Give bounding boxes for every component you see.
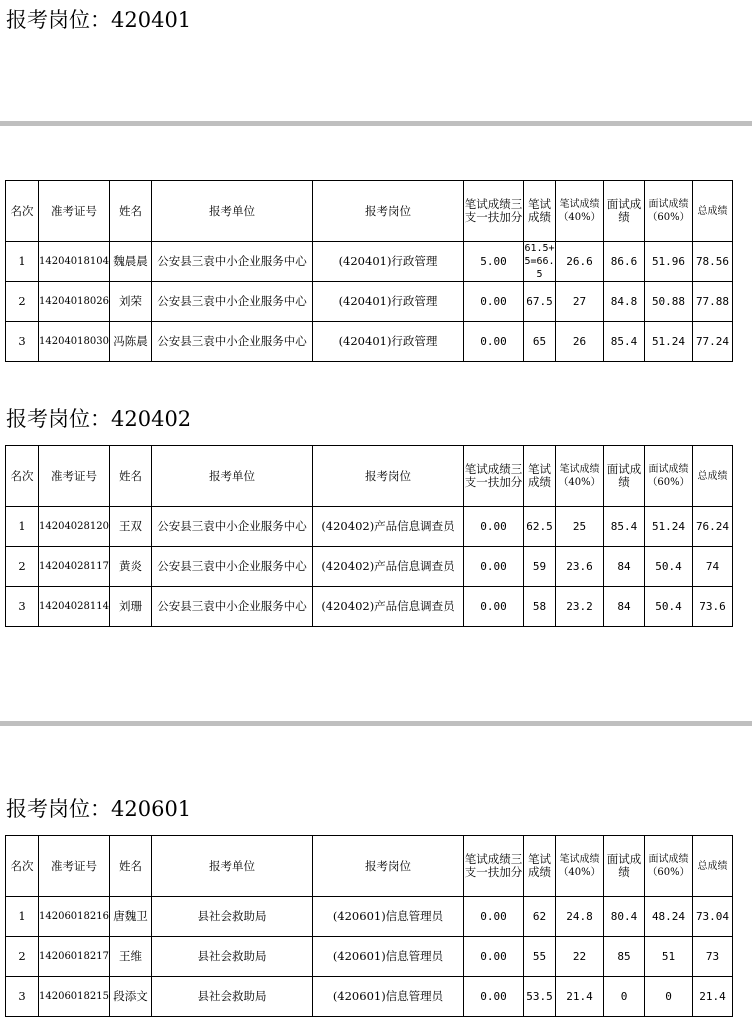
cell-total: 74 (693, 547, 733, 587)
cell-interview-60: 50.88 (645, 282, 693, 322)
cell-total: 73 (693, 937, 733, 977)
section-title-420402: 报考岗位：420402 (6, 407, 192, 431)
col-rank: 名次 (6, 181, 39, 242)
cell-total: 78.56 (693, 242, 733, 282)
col-interview-60: 面试成绩（60%） (645, 446, 693, 507)
cell-written-40: 27 (556, 282, 604, 322)
header-row (6, 836, 733, 897)
col-bonus: 笔试成绩三支一扶加分 (464, 181, 524, 242)
cell-position: (420601)信息管理员 (313, 937, 464, 977)
cell-position: (420402)产品信息调查员 (313, 507, 464, 547)
cell-rank: 3 (6, 322, 39, 362)
col-position: 报考岗位 (313, 446, 464, 507)
cell-position: (420402)产品信息调查员 (313, 547, 464, 587)
cell-name: 刘荣 (110, 282, 152, 322)
col-interview: 面试成绩 (604, 181, 645, 242)
col-bonus: 笔试成绩三支一扶加分 (464, 836, 524, 897)
col-bonus: 笔试成绩三支一扶加分 (464, 446, 524, 507)
col-written: 笔试成绩 (524, 836, 556, 897)
cell-total: 76.24 (693, 507, 733, 547)
col-position: 报考岗位 (313, 836, 464, 897)
cell-position: (420401)行政管理 (313, 322, 464, 362)
section-divider (0, 121, 752, 126)
cell-total: 77.88 (693, 282, 733, 322)
cell-written-40: 24.8 (556, 897, 604, 937)
cell-interview: 84.8 (604, 282, 645, 322)
cell-written: 67.5 (524, 282, 556, 322)
cell-interview-60: 0 (645, 977, 693, 1017)
score-table-420401 (5, 180, 733, 362)
score-table-420601 (5, 835, 733, 1017)
table-row (6, 587, 733, 627)
cell-bonus: 0.00 (464, 547, 524, 587)
cell-written-40: 26 (556, 322, 604, 362)
col-interview: 面试成绩 (604, 446, 645, 507)
col-unit: 报考单位 (152, 836, 313, 897)
cell-rank: 2 (6, 547, 39, 587)
cell-written: 65 (524, 322, 556, 362)
cell-ticket: 14204028114 (39, 587, 110, 627)
cell-rank: 1 (6, 897, 39, 937)
cell-written-40: 22 (556, 937, 604, 977)
cell-interview: 0 (604, 977, 645, 1017)
col-ticket: 准考证号 (39, 446, 110, 507)
cell-bonus: 0.00 (464, 587, 524, 627)
cell-bonus: 5.00 (464, 242, 524, 282)
col-name: 姓名 (110, 446, 152, 507)
cell-ticket: 14204018030 (39, 322, 110, 362)
cell-written: 59 (524, 547, 556, 587)
cell-name: 黄炎 (110, 547, 152, 587)
cell-written-40: 25 (556, 507, 604, 547)
cell-rank: 2 (6, 282, 39, 322)
col-rank: 名次 (6, 836, 39, 897)
col-written-40: 笔试成绩（40%） (556, 181, 604, 242)
col-written-40: 笔试成绩（40%） (556, 446, 604, 507)
cell-rank: 3 (6, 587, 39, 627)
col-ticket: 准考证号 (39, 181, 110, 242)
cell-total: 73.04 (693, 897, 733, 937)
col-unit: 报考单位 (152, 181, 313, 242)
cell-unit: 县社会救助局 (152, 897, 313, 937)
col-position: 报考岗位 (313, 181, 464, 242)
col-interview-60: 面试成绩（60%） (645, 181, 693, 242)
cell-interview: 84 (604, 587, 645, 627)
score-table-420402 (5, 445, 733, 627)
cell-bonus: 0.00 (464, 897, 524, 937)
cell-bonus: 0.00 (464, 322, 524, 362)
cell-unit: 公安县三袁中小企业服务中心 (152, 507, 313, 547)
cell-interview-60: 51 (645, 937, 693, 977)
cell-unit: 县社会救助局 (152, 937, 313, 977)
cell-name: 魏晨晨 (110, 242, 152, 282)
cell-written: 61.5+5=66.5 (524, 243, 555, 280)
table-row (6, 507, 733, 547)
cell-written-40: 21.4 (556, 977, 604, 1017)
col-written: 笔试成绩 (524, 181, 556, 242)
cell-position: (420402)产品信息调查员 (313, 587, 464, 627)
cell-written: 58 (524, 587, 556, 627)
table-row (6, 547, 733, 587)
cell-ticket: 14204018026 (39, 282, 110, 322)
col-rank: 名次 (6, 446, 39, 507)
cell-written: 53.5 (524, 977, 556, 1017)
table-row (6, 977, 733, 1017)
cell-unit: 公安县三袁中小企业服务中心 (152, 322, 313, 362)
cell-ticket: 14204028120 (39, 507, 110, 547)
cell-interview-60: 50.4 (645, 547, 693, 587)
table-row (6, 322, 733, 362)
table-row (6, 937, 733, 977)
cell-unit: 公安县三袁中小企业服务中心 (152, 282, 313, 322)
cell-unit: 公安县三袁中小企业服务中心 (152, 547, 313, 587)
section-title-420601: 报考岗位：420601 (6, 797, 192, 821)
cell-total: 73.6 (693, 587, 733, 627)
cell-position: (420601)信息管理员 (313, 977, 464, 1017)
cell-name: 王维 (110, 937, 152, 977)
cell-bonus: 0.00 (464, 507, 524, 547)
cell-ticket: 14206018216 (39, 897, 110, 937)
cell-rank: 1 (6, 507, 39, 547)
cell-unit: 县社会救助局 (152, 977, 313, 1017)
cell-interview-60: 51.24 (645, 507, 693, 547)
header-row (6, 181, 733, 242)
cell-rank: 1 (6, 242, 39, 282)
cell-name: 刘珊 (110, 587, 152, 627)
cell-unit: 公安县三袁中小企业服务中心 (152, 587, 313, 627)
header-row (6, 446, 733, 507)
cell-interview: 85.4 (604, 507, 645, 547)
cell-unit: 公安县三袁中小企业服务中心 (152, 242, 313, 282)
cell-interview: 80.4 (604, 897, 645, 937)
cell-rank: 3 (6, 977, 39, 1017)
section-title-420401: 报考岗位：420401 (6, 8, 192, 32)
cell-ticket: 14204018104 (39, 242, 110, 282)
cell-name: 王双 (110, 507, 152, 547)
col-unit: 报考单位 (152, 446, 313, 507)
cell-name: 段添文 (110, 977, 152, 1017)
cell-written: 62 (524, 897, 556, 937)
cell-interview: 85.4 (604, 322, 645, 362)
table-row (6, 897, 733, 937)
col-interview: 面试成绩 (604, 836, 645, 897)
cell-interview-60: 50.4 (645, 587, 693, 627)
cell-ticket: 14206018217 (39, 937, 110, 977)
cell-interview-60: 51.24 (645, 322, 693, 362)
cell-interview: 84 (604, 547, 645, 587)
col-total: 总成绩 (693, 836, 733, 897)
cell-written-40: 23.2 (556, 587, 604, 627)
cell-bonus: 0.00 (464, 282, 524, 322)
cell-position: (420601)信息管理员 (313, 897, 464, 937)
cell-written: 55 (524, 937, 556, 977)
col-interview-60: 面试成绩（60%） (645, 836, 693, 897)
cell-position: (420401)行政管理 (313, 242, 464, 282)
col-written-40: 笔试成绩（40%） (556, 836, 604, 897)
cell-bonus: 0.00 (464, 937, 524, 977)
cell-name: 冯陈晨 (110, 322, 152, 362)
col-ticket: 准考证号 (39, 836, 110, 897)
col-total: 总成绩 (693, 181, 733, 242)
cell-name: 唐魏卫 (110, 897, 152, 937)
cell-interview-60: 48.24 (645, 897, 693, 937)
cell-interview-60: 51.96 (645, 242, 693, 282)
col-total: 总成绩 (693, 446, 733, 507)
col-written: 笔试成绩 (524, 446, 556, 507)
cell-written: 62.5 (524, 507, 556, 547)
cell-written-40: 26.6 (556, 242, 604, 282)
cell-bonus: 0.00 (464, 977, 524, 1017)
cell-total: 77.24 (693, 322, 733, 362)
cell-ticket: 14204028117 (39, 547, 110, 587)
section-divider (0, 721, 752, 726)
cell-ticket: 14206018215 (39, 977, 110, 1017)
cell-written-40: 23.6 (556, 547, 604, 587)
cell-rank: 2 (6, 937, 39, 977)
cell-interview: 85 (604, 937, 645, 977)
cell-interview: 86.6 (604, 242, 645, 282)
cell-total: 21.4 (693, 977, 733, 1017)
col-name: 姓名 (110, 836, 152, 897)
table-row (6, 282, 733, 322)
col-name: 姓名 (110, 181, 152, 242)
cell-position: (420401)行政管理 (313, 282, 464, 322)
table-row (6, 242, 733, 282)
